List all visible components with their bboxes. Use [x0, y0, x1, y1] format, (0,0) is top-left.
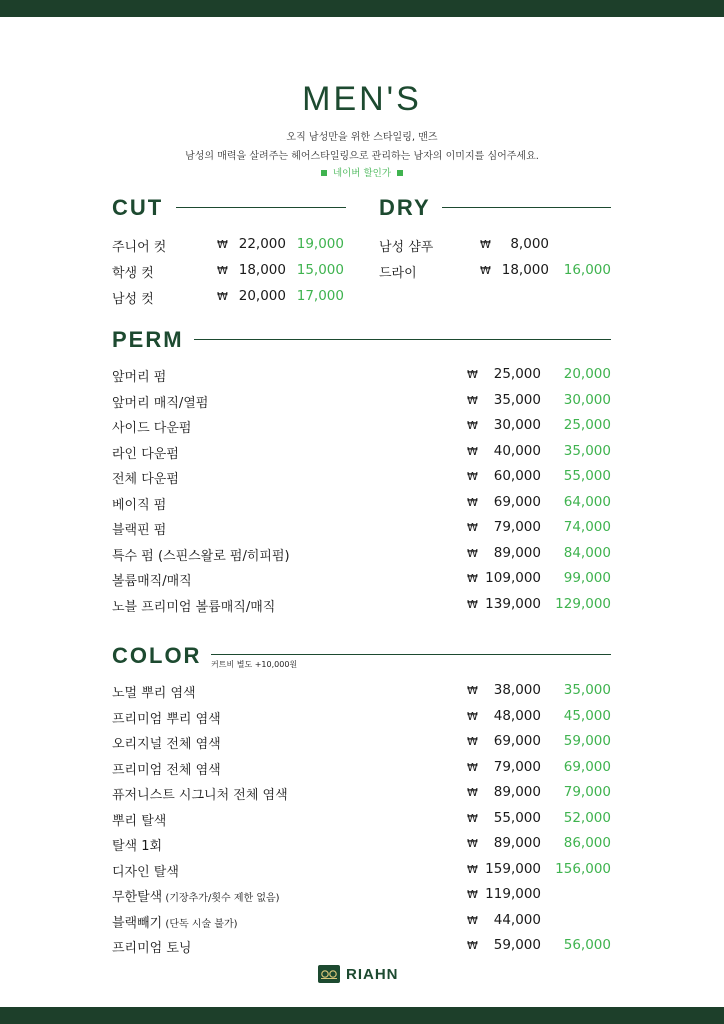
discount-price: 52,000	[563, 810, 611, 826]
menu-item-label: 특수 펌 (스핀스왈로 펌/히피펌)	[112, 549, 290, 564]
currency-symbol: ₩	[467, 445, 478, 458]
menu-item-name	[112, 912, 238, 931]
menu-item-name	[112, 392, 208, 411]
menu-item-name	[112, 519, 166, 538]
discount-price: 55,000	[563, 468, 611, 484]
menu-item-label: 라인 다운펌	[112, 447, 179, 462]
square-icon	[321, 170, 327, 176]
menu-item-name	[112, 810, 166, 829]
menu-item-label: 드라이	[379, 266, 417, 281]
subtitle-line-1: 오직 남성만을 위한 스타일링, 맨즈	[286, 132, 438, 143]
menu-item-label: 베이직 펌	[112, 498, 167, 513]
menu-item-name	[112, 494, 166, 513]
menu-item-name	[112, 596, 275, 615]
menu-item-label: 앞머리 매직/열펌	[112, 396, 209, 411]
discount-price: 84,000	[563, 545, 611, 561]
regular-price: 59,000	[493, 937, 541, 953]
discount-price: 20,000	[563, 366, 611, 382]
regular-price: 44,000	[493, 912, 541, 928]
regular-price: 35,000	[493, 392, 541, 408]
menu-item-name	[112, 236, 166, 255]
menu-item-label: 프리미엄 전체 염색	[112, 763, 221, 778]
currency-symbol: ₩	[467, 598, 478, 611]
menu-item-name	[379, 236, 433, 255]
discount-price: 59,000	[563, 733, 611, 749]
regular-price: 25,000	[493, 366, 541, 382]
currency-symbol: ₩	[467, 572, 478, 585]
regular-price: 69,000	[493, 494, 541, 510]
menu-item-name	[112, 262, 154, 281]
discount-price: 19,000	[296, 236, 344, 252]
regular-price: 18,000	[501, 262, 549, 278]
menu-item-name	[112, 682, 196, 701]
menu-item-name	[112, 570, 192, 589]
top-bar	[0, 0, 724, 17]
page-title: MEN'S	[302, 80, 422, 118]
menu-item-name	[112, 366, 166, 385]
currency-symbol: ₩	[467, 939, 478, 952]
currency-symbol: ₩	[467, 812, 478, 825]
menu-item-name	[112, 733, 221, 752]
menu-item-label: 탈색 1회	[112, 839, 163, 854]
regular-price: 79,000	[493, 519, 541, 535]
currency-symbol: ₩	[467, 547, 478, 560]
menu-item-label: 앞머리 펌	[112, 370, 167, 385]
discount-price: 64,000	[563, 494, 611, 510]
discount-price: 69,000	[563, 759, 611, 775]
regular-price: 38,000	[493, 682, 541, 698]
regular-price: 22,000	[238, 236, 286, 252]
menu-item-label: 블랙빼기	[112, 916, 163, 931]
discount-price: 17,000	[296, 288, 344, 304]
menu-item-label: 사이드 다운펌	[112, 421, 192, 436]
menu-item-note: (기장추가/횟수 제한 없음)	[162, 893, 280, 904]
section-title-cut: CUT	[112, 195, 164, 220]
currency-symbol: ₩	[467, 496, 478, 509]
discount-price: 45,000	[563, 708, 611, 724]
regular-price: 79,000	[493, 759, 541, 775]
menu-item-label: 학생 컷	[112, 266, 154, 281]
currency-symbol: ₩	[467, 394, 478, 407]
legend-label: 네이버 할인가	[332, 168, 392, 179]
regular-price: 69,000	[493, 733, 541, 749]
currency-symbol: ₩	[480, 264, 491, 277]
regular-price: 89,000	[493, 784, 541, 800]
discount-price: 35,000	[563, 682, 611, 698]
menu-item-name	[112, 886, 280, 905]
currency-symbol: ₩	[217, 238, 228, 251]
discount-price: 99,000	[563, 570, 611, 586]
menu-item-name	[112, 545, 290, 564]
currency-symbol: ₩	[467, 786, 478, 799]
menu-item-name	[112, 937, 191, 956]
currency-symbol: ₩	[480, 238, 491, 251]
menu-item-name	[112, 784, 288, 803]
discount-price: 79,000	[563, 784, 611, 800]
discount-price: 156,000	[555, 861, 611, 877]
section-title-perm: PERM	[112, 327, 184, 352]
menu-item-label: 뿌리 탈색	[112, 814, 167, 829]
regular-price: 8,000	[510, 236, 549, 252]
currency-symbol: ₩	[467, 735, 478, 748]
regular-price: 18,000	[238, 262, 286, 278]
currency-symbol: ₩	[467, 521, 478, 534]
square-icon	[397, 170, 403, 176]
regular-price: 119,000	[485, 886, 541, 902]
regular-price: 109,000	[485, 570, 541, 586]
menu-item-label: 노멀 뿌리 염색	[112, 686, 196, 701]
menu-item-label: 블랙핀 펌	[112, 523, 167, 538]
currency-symbol: ₩	[467, 761, 478, 774]
section-title-dry: DRY	[379, 195, 431, 220]
discount-price: 35,000	[563, 443, 611, 459]
menu-item-name	[112, 708, 221, 727]
currency-symbol: ₩	[467, 837, 478, 850]
regular-price: 139,000	[485, 596, 541, 612]
bottom-bar	[0, 1007, 724, 1024]
menu-item-name	[112, 443, 179, 462]
currency-symbol: ₩	[217, 264, 228, 277]
menu-item-label: 전체 다운펌	[112, 472, 179, 487]
discount-legend	[0, 165, 724, 179]
menu-item-label: 프리미엄 토닝	[112, 941, 192, 956]
regular-price: 60,000	[493, 468, 541, 484]
currency-symbol: ₩	[467, 863, 478, 876]
currency-symbol: ₩	[217, 290, 228, 303]
currency-symbol: ₩	[467, 710, 478, 723]
menu-item-name	[112, 759, 221, 778]
regular-price: 55,000	[493, 810, 541, 826]
menu-item-note: (단독 시술 불가)	[162, 919, 238, 930]
currency-symbol: ₩	[467, 888, 478, 901]
menu-item-name	[379, 262, 417, 281]
divider	[176, 207, 346, 208]
menu-item-name	[112, 417, 191, 436]
discount-price: 30,000	[563, 392, 611, 408]
currency-symbol: ₩	[467, 684, 478, 697]
color-section-note: 커트비 별도 +10,000원	[211, 660, 298, 669]
menu-item-label: 남성 컷	[112, 292, 154, 307]
discount-price: 25,000	[563, 417, 611, 433]
brand-logo	[318, 964, 399, 984]
currency-symbol: ₩	[467, 470, 478, 483]
regular-price: 89,000	[493, 545, 541, 561]
discount-price: 74,000	[563, 519, 611, 535]
regular-price: 48,000	[493, 708, 541, 724]
divider	[194, 339, 611, 340]
currency-symbol: ₩	[467, 914, 478, 927]
menu-item-label: 오리지널 전체 염색	[112, 737, 221, 752]
regular-price: 89,000	[493, 835, 541, 851]
menu-item-label: 남성 샴푸	[379, 240, 434, 255]
menu-item-label: 볼륨매직/매직	[112, 574, 192, 589]
menu-item-name	[112, 835, 162, 854]
divider	[442, 207, 611, 208]
divider	[211, 654, 611, 655]
discount-price: 56,000	[563, 937, 611, 953]
regular-price: 40,000	[493, 443, 541, 459]
section-title-color: COLOR	[112, 643, 202, 668]
discount-price: 129,000	[555, 596, 611, 612]
menu-item-name	[112, 288, 154, 307]
currency-symbol: ₩	[467, 419, 478, 432]
currency-symbol: ₩	[467, 368, 478, 381]
subtitle-line-2: 남성의 매력을 살려주는 헤어스타일링으로 관리하는 남자의 이미지를 심어주세요.	[185, 151, 539, 162]
discount-price: 16,000	[563, 262, 611, 278]
menu-item-name	[112, 468, 179, 487]
riahn-logo-icon	[318, 965, 340, 983]
menu-item-label: 주니어 컷	[112, 240, 167, 255]
regular-price: 159,000	[485, 861, 541, 877]
menu-item-label: 프리미엄 뿌리 염색	[112, 712, 221, 727]
menu-item-label: 퓨저니스트 시그니처 전체 염색	[112, 788, 288, 803]
regular-price: 20,000	[238, 288, 286, 304]
menu-item-label: 디자인 탈색	[112, 865, 179, 880]
menu-item-label: 노블 프리미엄 볼륨매직/매직	[112, 600, 276, 615]
regular-price: 30,000	[493, 417, 541, 433]
brand-name: RIAHN	[346, 965, 399, 983]
discount-price: 15,000	[296, 262, 344, 278]
menu-item-name	[112, 861, 179, 880]
menu-item-label: 무한탈색	[112, 890, 163, 905]
discount-price: 86,000	[563, 835, 611, 851]
